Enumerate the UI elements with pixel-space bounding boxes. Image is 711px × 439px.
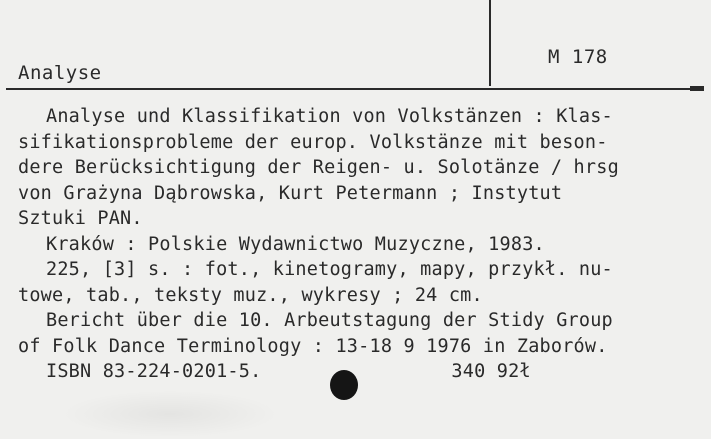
entry-line: dere Berücksichtigung der Reigen- u. Solotänze / hrsg [18,157,619,178]
entry-line: of Folk Dance Terminology : 13-18 9 1976 in Zaborów. [18,335,608,357]
paper-smudge [60,390,280,438]
isbn: ISBN 83-224-0201-5. [46,361,262,382]
entry-line: von Grażyna Dąbrowska, Kurt Petermann ; Instytut [18,182,563,204]
rule-end-mark [690,86,704,91]
header-vertical-rule [489,0,491,86]
classification-number: 340 92ł [451,361,531,382]
entry-line-isbn [18,359,708,385]
entry-line: towe, tab., teksty muz., wykresy ; 24 cm. [18,284,483,306]
subject-heading: Analyse [18,62,102,84]
entry-body [18,104,708,385]
call-number: M 178 [548,46,608,68]
entry-line-collation: 225, [3] s. : fot., kinetogramy, mapy, przykł. nu- [46,259,613,280]
punched-dot-mark [330,370,358,400]
header-horizontal-rule [6,88,704,90]
entry-line-imprint: Kraków : Polskie Wydawnictwo Muzyczne, 1983. [46,233,545,255]
entry-line-title: Analyse und Klassifikation von Volkstänzen : Klas- [46,106,613,127]
entry-line-note: Bericht über die 10. Arbeutstagung der Stidy Group [46,310,613,331]
entry-line: Sztuki PAN. [18,208,143,229]
entry-line: sifikationsprobleme der europ. Volkstänze mit beson- [18,131,608,153]
